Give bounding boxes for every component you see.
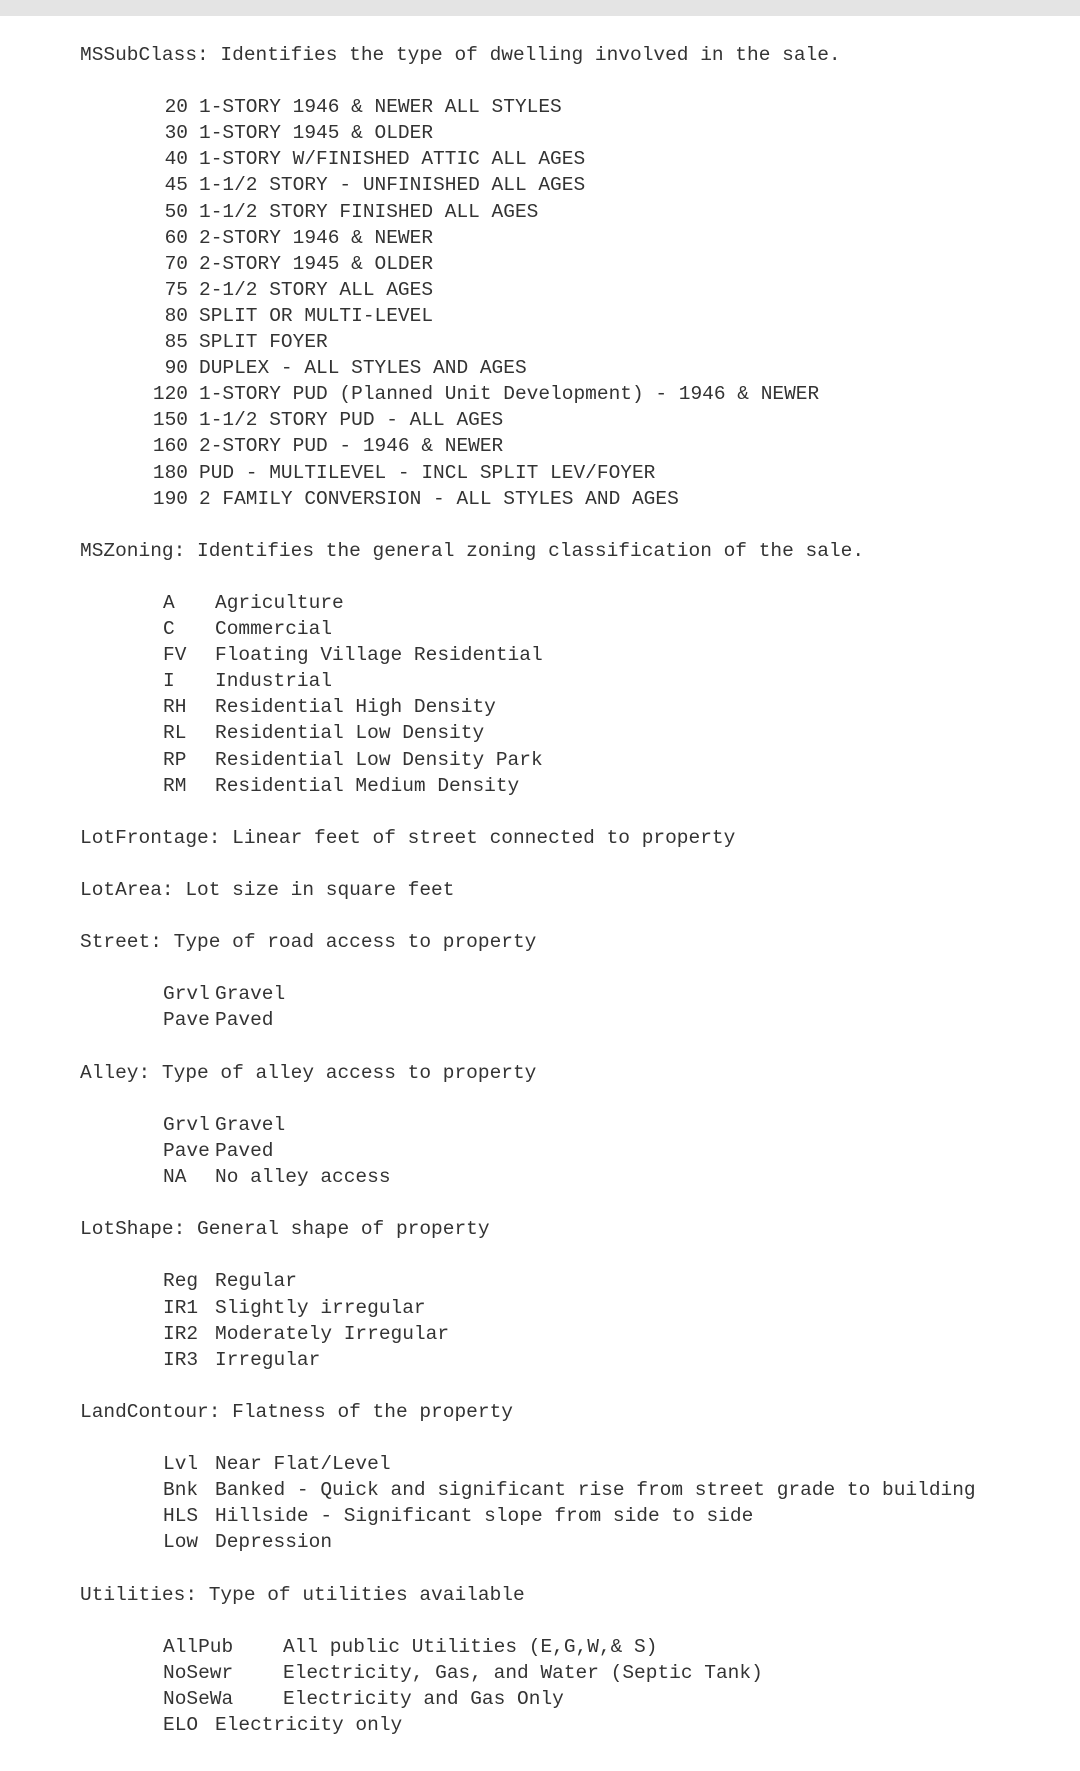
section-header-utilities: Utilities: Type of utilities available xyxy=(80,1583,525,1606)
list-item: FV Floating Village Residential xyxy=(163,644,543,667)
list-item: 190 2 FAMILY CONVERSION - ALL STYLES AND AGES xyxy=(152,487,679,510)
section-header-lotshape: LotShape: General shape of property xyxy=(80,1218,490,1241)
utilities-code-list xyxy=(80,1634,1080,1738)
alley-code-list xyxy=(80,1112,1080,1190)
list-item: 60 2-STORY 1946 & NEWER xyxy=(164,226,434,249)
list-item: A Agriculture xyxy=(163,591,344,614)
list-item: NoSewr Electricity, Gas, and Water (Septic Tank) xyxy=(163,1661,763,1684)
list-item: NA No alley access xyxy=(163,1166,391,1189)
list-item: ELO Electricity only xyxy=(163,1714,403,1736)
list-item: 45 1-1/2 STORY - UNFINISHED ALL AGES xyxy=(164,174,586,197)
list-item: I Industrial xyxy=(163,670,333,693)
list-item: C Commercial xyxy=(163,618,333,641)
section-header-mszoning: MSZoning: Identifies the general zoning classification of the sale. xyxy=(80,539,865,562)
list-item: 120 1-STORY PUD (Planned Unit Development) - 1946 & NEWER xyxy=(152,383,820,406)
list-item: NoSeWa Electricity and Gas Only xyxy=(163,1687,564,1710)
street-code-list xyxy=(80,981,1080,1033)
list-item: Reg Regular xyxy=(163,1270,297,1293)
list-item: 40 1-STORY W/FINISHED ATTIC ALL AGES xyxy=(164,148,586,171)
list-item: AllPub All public Utilities (E,G,W,& S) xyxy=(163,1635,658,1658)
list-item: 160 2-STORY PUD - 1946 & NEWER xyxy=(152,435,504,458)
list-item: 80 SPLIT OR MULTI-LEVEL xyxy=(164,304,434,327)
section-header-mssubclass: MSSubClass: Identifies the type of dwelling involved in the sale. xyxy=(80,44,841,66)
list-item: RH Residential High Density xyxy=(163,696,496,719)
lotshape-code-list xyxy=(80,1268,1080,1372)
section-header-alley: Alley: Type of alley access to property xyxy=(80,1061,537,1084)
list-item: IR2 Moderately Irregular xyxy=(163,1322,450,1345)
list-item: 90 DUPLEX - ALL STYLES AND AGES xyxy=(164,357,527,380)
section-header-lotarea: LotArea: Lot size in square feet xyxy=(80,879,455,901)
list-item: RM Residential Medium Density xyxy=(163,774,520,797)
window-top-bar xyxy=(0,0,1080,16)
list-item: Low Depression xyxy=(163,1531,333,1554)
list-item: 150 1-1/2 STORY PUD - ALL AGES xyxy=(152,409,504,432)
list-item: 70 2-STORY 1945 & OLDER xyxy=(164,252,434,275)
landcontour-code-list xyxy=(80,1451,1080,1555)
list-item: Bnk Banked - Quick and significant rise from street grade to building xyxy=(163,1479,976,1502)
list-item: 180 PUD - MULTILEVEL - INCL SPLIT LEV/FOYER xyxy=(152,461,656,484)
list-item: Pave Paved xyxy=(163,1139,274,1162)
list-item: RL Residential Low Density xyxy=(163,722,485,745)
section-header-lotfrontage: LotFrontage: Linear feet of street connected to property xyxy=(80,826,736,849)
list-item: 85 SPLIT FOYER xyxy=(164,331,328,354)
list-item: Lvl Near Flat/Level xyxy=(163,1453,391,1476)
mszoning-code-list xyxy=(80,590,1080,799)
data-description-document xyxy=(80,42,1080,1738)
list-item: HLS Hillside - Significant slope from side to side xyxy=(163,1505,754,1528)
section-header-street: Street: Type of road access to property xyxy=(80,931,537,954)
list-item: IR3 Irregular xyxy=(163,1348,321,1371)
list-item: Grvl Gravel xyxy=(163,983,286,1006)
list-item: 75 2-1/2 STORY ALL AGES xyxy=(164,278,434,301)
section-header-landcontour: LandContour: Flatness of the property xyxy=(80,1400,513,1423)
list-item: Pave Paved xyxy=(163,1009,274,1032)
list-item: 50 1-1/2 STORY FINISHED ALL AGES xyxy=(164,200,539,223)
list-item: 30 1-STORY 1945 & OLDER xyxy=(164,122,434,145)
mssubclass-code-list xyxy=(80,94,1080,512)
list-item: RP Residential Low Density Park xyxy=(163,748,543,771)
list-item: Grvl Gravel xyxy=(163,1113,286,1136)
list-item: IR1 Slightly irregular xyxy=(163,1296,426,1319)
list-item: 20 1-STORY 1946 & NEWER ALL STYLES xyxy=(164,96,562,119)
